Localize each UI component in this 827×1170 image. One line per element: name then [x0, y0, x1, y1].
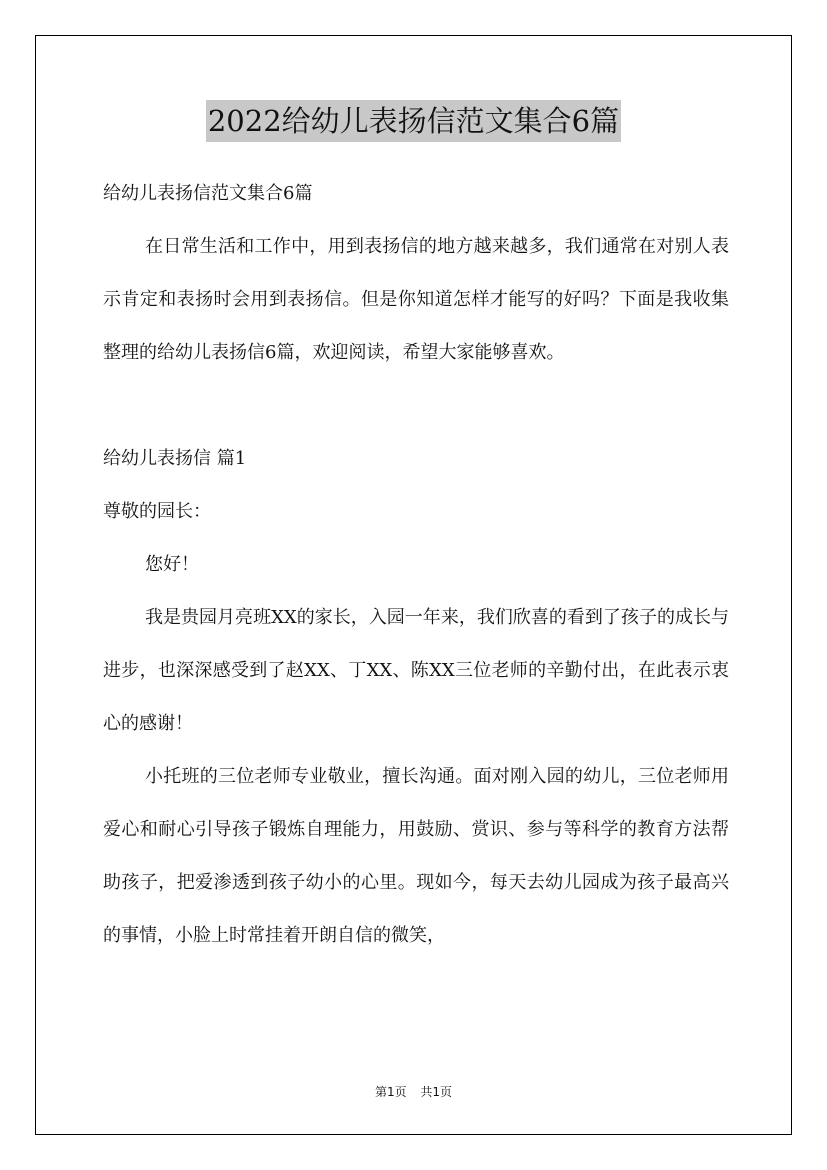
page-number: 第1页 [374, 1085, 407, 1099]
section-heading: 给幼儿表扬信 篇1 [103, 448, 247, 469]
page-total: 共1页 [420, 1085, 453, 1099]
document-title-block [0, 100, 827, 142]
document-body [103, 167, 729, 962]
letter-greeting: 您好！ [145, 554, 199, 575]
letter-paragraph: 小托班的三位老师专业敬业，擅长沟通。面对刚入园的幼儿，三位老师用爱心和耐心引导孩子锻炼自理能力，用鼓励、赏识、参与等科学的教育方法帮助孩子，把爱渗透到孩子幼小的心里。现如今，每天去幼儿园成为孩子最高兴的事情，小脸上时常挂着开朗自信的微笑， [103, 766, 729, 946]
subtitle-line: 给幼儿表扬信范文集合6篇 [103, 183, 313, 204]
page-footer [0, 1083, 827, 1100]
document-title: 2022给幼儿表扬信范文集合6篇 [206, 100, 621, 142]
blank-line [103, 379, 729, 432]
intro-paragraph: 在日常生活和工作中，用到表扬信的地方越来越多，我们通常在对别人表示肯定和表扬时会用到表扬信。但是你知道怎样才能写的好吗？下面是我收集整理的给幼儿表扬信6篇，欢迎阅读，希望大家能够喜欢。 [103, 236, 729, 363]
letter-paragraph: 我是贵园月亮班XX的家长，入园一年来，我们欣喜的看到了孩子的成长与进步，也深深感受到了赵XX、丁XX、陈XX三位老师的辛勤付出，在此表示衷心的感谢！ [103, 607, 729, 734]
letter-salutation: 尊敬的园长： [103, 501, 211, 522]
